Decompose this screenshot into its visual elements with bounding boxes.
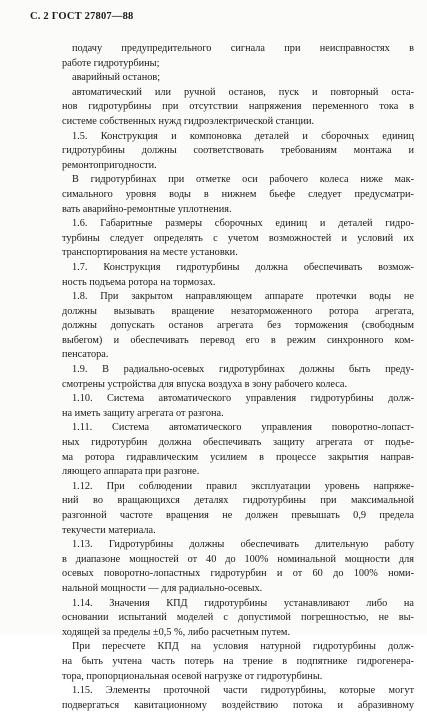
text-line: на быть учтена часть потерь на трение в подпятнике гидрогенера- [62, 655, 414, 667]
text-line: разгонной частоте вращения не должен превышать 0,9 предела [62, 510, 414, 521]
text-line: При пересчете КПД на условия натурной гидротурбины долж- [72, 641, 414, 653]
text-line: ляющего аппарата при разгоне. [62, 466, 200, 478]
text-line: В гидротурбинах при отметке оси рабочего колеса ниже мак- [72, 174, 414, 186]
paragraph [62, 480, 414, 538]
text-line: 1.5. Конструкция и компоновка деталей и сборочных единиц [72, 130, 414, 142]
text-line: 1.14. Значения КПД гидротурбины устанавливают либо на [72, 597, 414, 609]
paragraph [62, 640, 414, 684]
text-line: должны вызывать вращение незаторможенного ротора агрегата, [62, 305, 414, 317]
text-line: подачу предупредительного сигнала при неисправностях в [72, 43, 414, 54]
text-line: подвергаться кавитационному воздействию потока и абразивному [62, 699, 414, 711]
text-line: 1.12. При соблюдении правил эксплуатации уровень напряже- [72, 480, 414, 492]
text-line: 1.10. Система автоматического управления гидротурбины долж- [72, 393, 414, 405]
text-line: работе гидротурбины; [62, 57, 160, 69]
text-line: выбегом) и обеспечивать перевод его в режим синхронного ком- [62, 334, 414, 346]
text-line: пенсатора. [62, 349, 109, 361]
paragraph [62, 130, 414, 174]
text-line: ность подъема ротора на тормозах. [62, 276, 216, 288]
text-line: 1.8. При закрытом направляющем аппарате протечки воды не [72, 291, 414, 303]
text-line: тора, пропорциональная осевой нагрузке от гидротурбины. [62, 670, 323, 682]
paragraph [62, 217, 414, 261]
text-line: автоматический или ручной останов, пуск и повторный оста- [72, 86, 414, 98]
text-line: на иметь защиту агрегата от разгона. [62, 407, 224, 419]
paragraph [62, 290, 414, 363]
text-line: симального уровня воды в нижнем бьефе следует предусматри- [62, 188, 414, 200]
text-line: 1.11. Система автоматического управления поворотно-лопаст- [72, 422, 414, 434]
text-line: основании испытаний моделей с допустимой погрешностью, не вы- [62, 612, 414, 624]
paragraph [62, 392, 414, 421]
text-line: текучести материала. [62, 524, 156, 536]
text-line: 1.9. В радиально-осевых гидротурбинах должны быть преду- [72, 364, 414, 376]
paragraph [62, 538, 414, 596]
paragraph [62, 71, 414, 86]
text-line: 1.13. Гидротурбины должны обеспечивать длительную работу [72, 539, 414, 551]
text-line: ремонтопригодности. [62, 159, 157, 171]
page-header: С. 2 ГОСТ 27807—88 [30, 11, 134, 22]
text-line: системе собственных нужд гидроэлектрической станции. [62, 115, 315, 127]
text-line: транспортирования на месте установки. [62, 247, 238, 259]
text-line: 1.15. Элементы проточной части гидротурбины, которые могут [72, 685, 414, 697]
paragraph [62, 363, 414, 392]
paragraph [62, 173, 414, 217]
text-line: нальной мощности — для радиально-осевых. [62, 582, 263, 594]
text-line: нов гидротурбины при отсутствии напряжения переменного тока в [62, 101, 414, 113]
body-text [62, 42, 414, 713]
paragraph [62, 42, 414, 71]
text-line: осевых поворотно-лопастных гидротурбин и от 60 до 100% номи- [62, 568, 414, 580]
text-line: 1.7. Конструкция гидротурбины должна обеспечивать возмож- [72, 261, 414, 273]
text-line: аварийный останов; [72, 72, 161, 84]
text-line: вать аварийно-ремонтные уплотнения. [62, 203, 232, 215]
text-line: ний во вращающихся деталях гидротурбины при максимальной [62, 495, 414, 507]
text-line: гидротурбины должны соответствовать требованиям монтажа и [62, 145, 414, 157]
text-line: смотрены устройства для впуска воздуха в зону рабочего колеса. [62, 378, 348, 390]
paragraph [62, 421, 414, 479]
paragraph [62, 684, 414, 713]
text-line: ма ротора гидравлическим усилием в процессе закрытия направ- [62, 451, 414, 463]
text-line: 1.6. Габаритные размеры сборочных единиц и деталей гидро- [72, 218, 414, 230]
paragraph [62, 86, 414, 130]
paragraph [62, 597, 414, 641]
text-line: ных гидротурбин должна обеспечивать защиту агрегата от подъе- [62, 437, 414, 449]
paragraph [62, 261, 414, 290]
text-line: турбины следует определять с учетом возможностей и условий их [62, 232, 414, 244]
text-line: в диапазоне мощностей от 40 до 100% номинальной мощности для [62, 553, 414, 565]
text-line: должны допускать останов агрегата без торможения (свободным [62, 320, 414, 332]
text-line: ходящей за пределы ±0,5 %, либо расчетным путем. [62, 626, 291, 638]
